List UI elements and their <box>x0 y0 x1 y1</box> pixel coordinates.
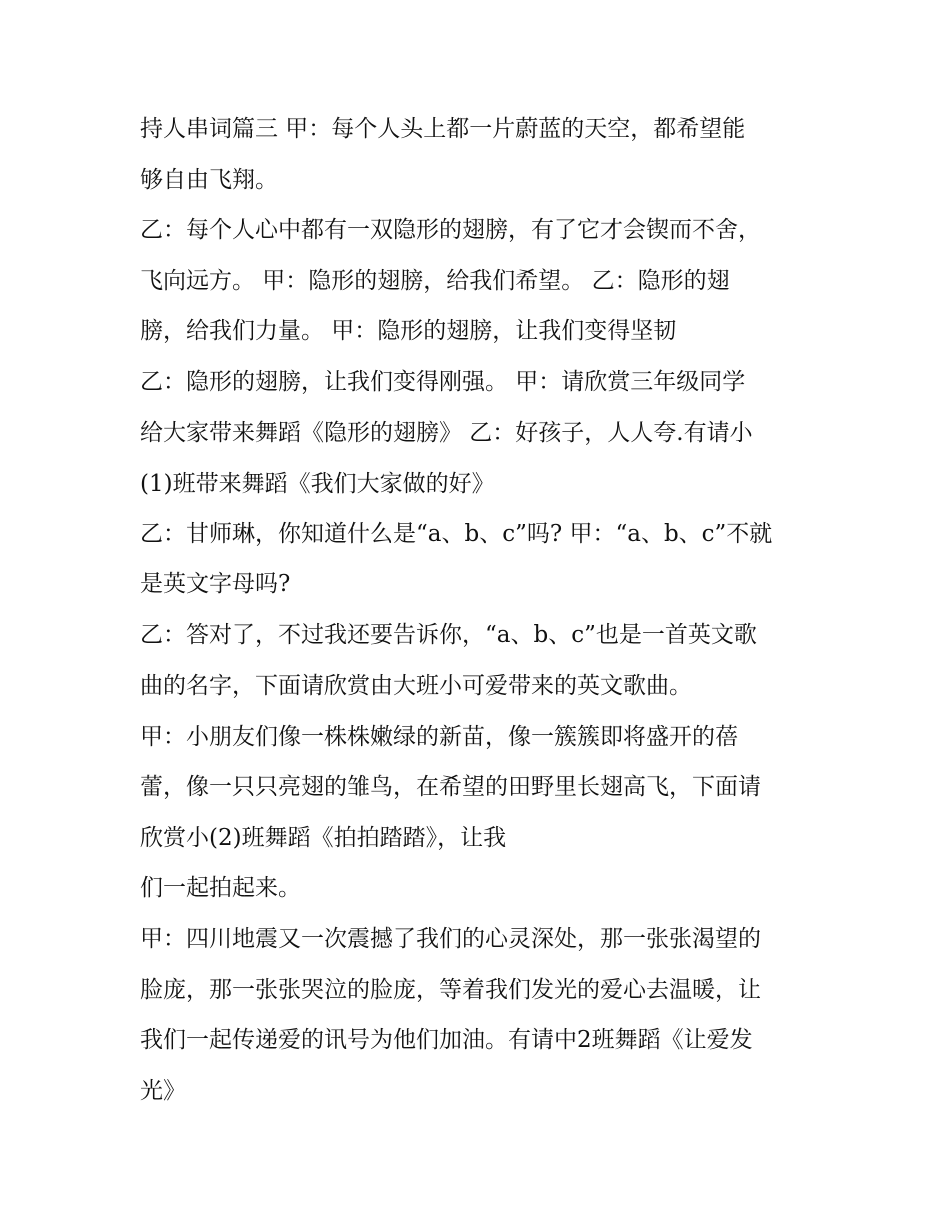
text-line: 够自由飞翔。 <box>140 167 278 193</box>
text-line: 乙：甘师琳，你知道什么是“a、b、c”吗? 甲：“a、b、c”不就 <box>140 521 773 547</box>
text-line: 脸庞，那一张张哭泣的脸庞，等着我们发光的爱心去温暖，让 <box>140 977 761 1003</box>
text-line: 持人串词篇三 甲：每个人头上都一片蔚蓝的天空，都希望能 <box>140 116 746 142</box>
text-line: 给大家带来舞蹈《隐形的翅膀》 乙：好孩子，人人夸.有请小 <box>140 420 753 446</box>
text-line: 乙：隐形的翅膀，让我们变得刚强。 甲：请欣赏三年级同学 <box>140 369 746 395</box>
text-line: 光》 <box>140 1078 186 1104</box>
text-line: 曲的名字，下面请欣赏由大班小可爱带来的英文歌曲。 <box>140 673 692 699</box>
text-line: 乙：每个人心中都有一双隐形的翅膀，有了它才会锲而不舍， <box>140 217 761 243</box>
text-line: 甲：四川地震又一次震撼了我们的心灵深处，那一张张渴望的 <box>140 926 761 952</box>
text-line: 甲：小朋友们像一株株嫩绿的新苗，像一簇簇即将盛开的蓓 <box>140 724 738 750</box>
text-line: 膀，给我们力量。 甲：隐形的翅膀，让我们变得坚韧 <box>140 318 677 344</box>
text-line: 乙：答对了，不过我还要告诉你，“a、b、c”也是一首英文歌 <box>140 622 757 648</box>
text-line: 欣赏小(2)班舞蹈《拍拍踏踏》，让我 <box>140 825 507 851</box>
text-line: 飞向远方。 甲：隐形的翅膀，给我们希望。 乙：隐形的翅 <box>140 268 730 294</box>
text-line: 蕾，像一只只亮翅的雏鸟，在希望的田野里长翅高飞，下面请 <box>140 774 761 800</box>
text-line: (1)班带来舞蹈《我们大家做的好》 <box>140 471 495 497</box>
text-line: 是英文字母吗? <box>140 571 291 597</box>
text-line: 们一起拍起来。 <box>140 875 301 901</box>
text-line: 我们一起传递爱的讯号为他们加油。有请中2班舞蹈《让爱发 <box>140 1027 753 1053</box>
